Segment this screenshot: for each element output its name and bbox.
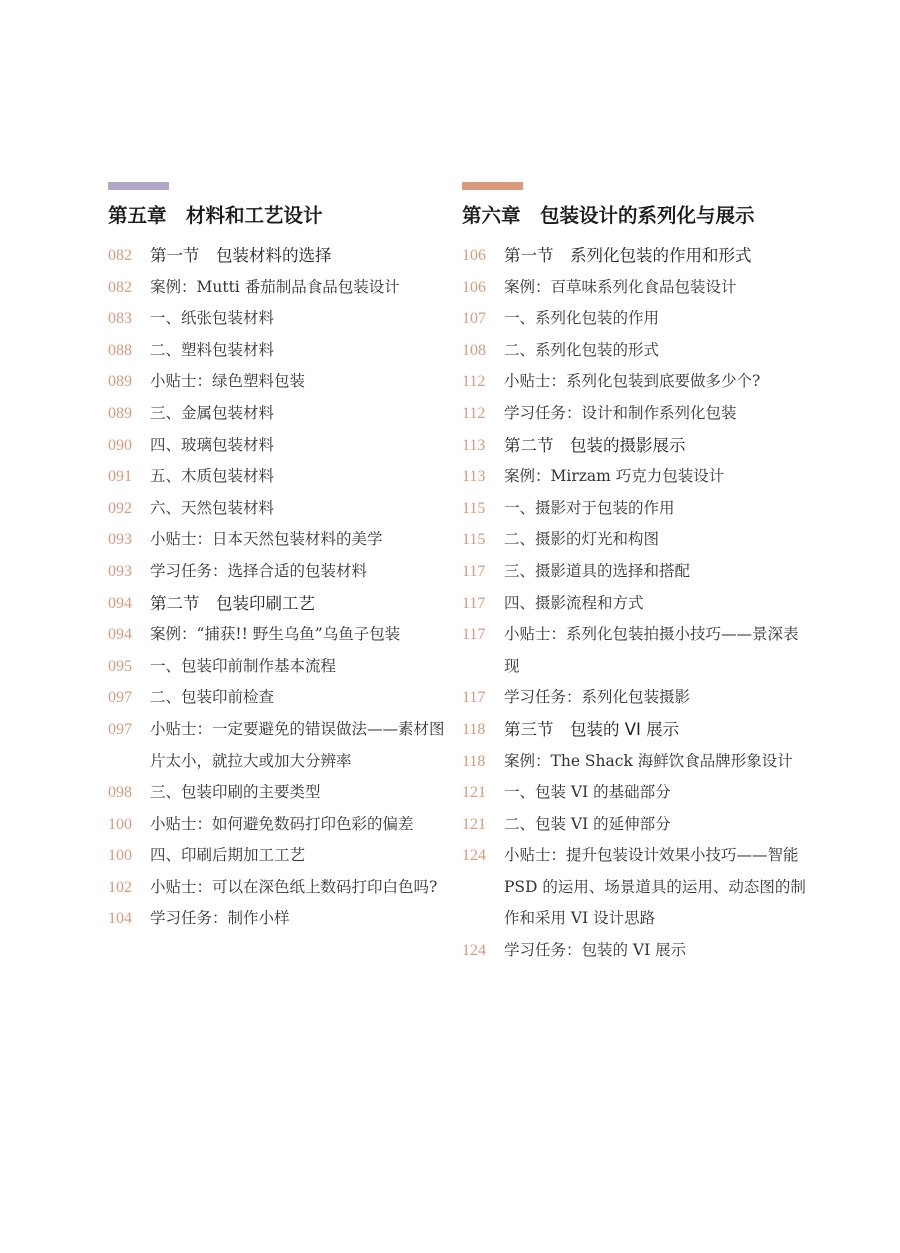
entry-title: 一、包装印前制作基本流程 xyxy=(150,656,337,675)
page-number: 083 xyxy=(108,310,132,328)
entry-title: 四、印刷后期加工工艺 xyxy=(150,846,306,865)
page-number: 124 xyxy=(462,942,486,960)
entry-title: 三、金属包装材料 xyxy=(150,403,275,422)
page-number: 112 xyxy=(462,404,486,422)
page-number: 093 xyxy=(108,531,132,549)
toc-entry xyxy=(462,935,807,967)
entry-title: 二、包装 VI 的延伸部分 xyxy=(504,814,671,833)
toc-entry xyxy=(462,272,807,304)
page-number: 100 xyxy=(108,847,132,865)
entry-title: 小贴士：日本天然包装材料的美学 xyxy=(150,530,383,549)
page-number: 106 xyxy=(462,247,486,264)
page-number: 089 xyxy=(108,404,132,422)
page-number: 094 xyxy=(108,594,132,612)
entry-title: 小贴士：可以在深色纸上数码打印白色吗? xyxy=(150,877,438,896)
page-number: 092 xyxy=(108,499,132,517)
page-number: 095 xyxy=(108,657,132,675)
entry-title: 二、包装印前检查 xyxy=(150,688,275,707)
toc-section xyxy=(462,430,807,462)
entry-title: 小贴士：系列化包装拍摄小技巧——景深表现 xyxy=(504,625,799,675)
page-number: 102 xyxy=(108,878,132,896)
entry-title: 第一节 包装材料的选择 xyxy=(150,246,332,265)
entry-title: 五、木质包装材料 xyxy=(150,467,275,486)
left-toc-list xyxy=(108,240,448,935)
entry-title: 案例：Mutti 番茄制品食品包装设计 xyxy=(150,277,400,296)
entry-title: 学习任务：制作小样 xyxy=(150,909,290,928)
toc-entry xyxy=(108,777,448,809)
toc-entry xyxy=(108,682,448,714)
toc-entry xyxy=(108,903,448,935)
toc-entry xyxy=(462,682,807,714)
toc-entry xyxy=(108,872,448,904)
page-number: 082 xyxy=(108,278,132,296)
page-number: 098 xyxy=(108,784,132,802)
toc-entry xyxy=(108,430,448,462)
page-number: 118 xyxy=(462,752,486,770)
entry-title: 四、玻璃包装材料 xyxy=(150,435,275,454)
page-number: 097 xyxy=(108,720,132,738)
entry-title: 学习任务：选择合适的包装材料 xyxy=(150,561,368,580)
toc-entry xyxy=(108,619,448,651)
right-toc-list xyxy=(462,240,807,967)
entry-title: 一、包装 VI 的基础部分 xyxy=(504,783,671,802)
page-number: 118 xyxy=(462,720,486,738)
entry-title: 二、系列化包装的形式 xyxy=(504,340,660,359)
page-number: 117 xyxy=(462,562,486,580)
toc-entry xyxy=(108,809,448,841)
entry-title: 六、天然包装材料 xyxy=(150,498,275,517)
entry-title: 案例：“捕获!! 野生乌鱼”乌鱼子包装 xyxy=(150,625,401,644)
chapter-title-5: 第五章 材料和工艺设计 xyxy=(108,204,323,227)
entry-title: 小贴士：绿色塑料包装 xyxy=(150,372,306,391)
toc-entry xyxy=(462,840,807,935)
page-number: 108 xyxy=(462,341,486,359)
entry-title: 案例：Mirzam 巧克力包装设计 xyxy=(504,467,725,486)
toc-entry xyxy=(108,335,448,367)
toc-entry xyxy=(462,493,807,525)
toc-entry xyxy=(462,398,807,430)
toc-section xyxy=(462,240,807,272)
entry-title: 小贴士：一定要避免的错误做法——素材图片太小，就拉大或加大分辨率 xyxy=(150,719,445,770)
entry-title: 小贴士：提升包装设计效果小技巧——智能 PSD 的运用、场景道具的运用、动态图的制作和采用 VI 设计思路 xyxy=(504,846,806,928)
toc-entry xyxy=(462,588,807,620)
toc-entry xyxy=(462,303,807,335)
page-number: 113 xyxy=(462,468,486,486)
toc-entry xyxy=(108,398,448,430)
entry-title: 案例：百草味系列化食品包装设计 xyxy=(504,277,737,296)
entry-title: 三、包装印刷的主要类型 xyxy=(150,783,321,802)
entry-title: 学习任务：系列化包装摄影 xyxy=(504,688,691,707)
page-number: 121 xyxy=(462,815,486,833)
toc-entry xyxy=(108,272,448,304)
entry-title: 一、系列化包装的作用 xyxy=(504,309,660,328)
page-number: 090 xyxy=(108,436,132,454)
page-number: 117 xyxy=(462,594,486,612)
right-accent-bar xyxy=(462,182,523,190)
page-number: 104 xyxy=(108,910,132,928)
page-number: 100 xyxy=(108,815,132,833)
entry-title: 小贴士：如何避免数码打印色彩的偏差 xyxy=(150,814,414,833)
entry-title: 二、塑料包装材料 xyxy=(150,340,275,359)
toc-section xyxy=(108,588,448,620)
toc-entry xyxy=(108,461,448,493)
entry-title: 第二节 包装的摄影展示 xyxy=(504,435,686,455)
page-number: 113 xyxy=(462,436,486,454)
entry-title: 小贴士：系列化包装到底要做多少个? xyxy=(504,372,761,391)
right-column xyxy=(462,182,807,967)
chapter-title-6: 第六章 包装设计的系列化与展示 xyxy=(462,204,755,227)
page-number: 117 xyxy=(462,626,486,644)
entry-title: 第三节 包装的 VI 展示 xyxy=(504,719,680,739)
page-number: 106 xyxy=(462,278,486,296)
toc-entry xyxy=(462,777,807,809)
page-number: 112 xyxy=(462,373,486,391)
entry-title: 三、摄影道具的选择和搭配 xyxy=(504,561,691,580)
page-number: 124 xyxy=(462,847,486,865)
toc-entry xyxy=(108,493,448,525)
page-number: 093 xyxy=(108,562,132,580)
toc-entry xyxy=(462,746,807,778)
left-column xyxy=(108,182,448,935)
page-number: 082 xyxy=(108,247,132,264)
entry-title: 第二节 包装印刷工艺 xyxy=(150,593,315,613)
entry-title: 二、摄影的灯光和构图 xyxy=(504,530,660,549)
page-number: 107 xyxy=(462,310,486,328)
page-number: 115 xyxy=(462,531,486,549)
toc-entry xyxy=(108,556,448,588)
page-number: 117 xyxy=(462,689,486,707)
toc-entry xyxy=(108,524,448,556)
toc-entry xyxy=(462,619,807,682)
page-number: 097 xyxy=(108,689,132,707)
entry-title: 第一节 系列化包装的作用和形式 xyxy=(504,246,752,265)
toc-section xyxy=(462,714,807,746)
toc-entry xyxy=(108,366,448,398)
toc-entry xyxy=(462,366,807,398)
toc-entry xyxy=(462,335,807,367)
left-accent-bar xyxy=(108,182,169,190)
page-number: 089 xyxy=(108,373,132,391)
page-number: 091 xyxy=(108,468,132,486)
toc-entry xyxy=(108,714,448,777)
toc-entry xyxy=(462,524,807,556)
page-number: 121 xyxy=(462,784,486,802)
entry-title: 案例：The Shack 海鲜饮食品牌形象设计 xyxy=(504,751,793,770)
toc-entry xyxy=(108,651,448,683)
page-number: 088 xyxy=(108,341,132,359)
entry-title: 学习任务：包装的 VI 展示 xyxy=(504,941,687,960)
page-number: 094 xyxy=(108,626,132,644)
entry-title: 一、摄影对于包装的作用 xyxy=(504,498,675,517)
entry-title: 四、摄影流程和方式 xyxy=(504,593,644,612)
toc-section xyxy=(108,240,448,272)
toc-entry xyxy=(462,809,807,841)
toc-entry xyxy=(108,840,448,872)
toc-entry xyxy=(108,303,448,335)
toc-entry xyxy=(462,556,807,588)
entry-title: 一、纸张包装材料 xyxy=(150,309,275,328)
page-number: 115 xyxy=(462,499,486,517)
entry-title: 学习任务：设计和制作系列化包装 xyxy=(504,403,737,422)
toc-entry xyxy=(462,461,807,493)
